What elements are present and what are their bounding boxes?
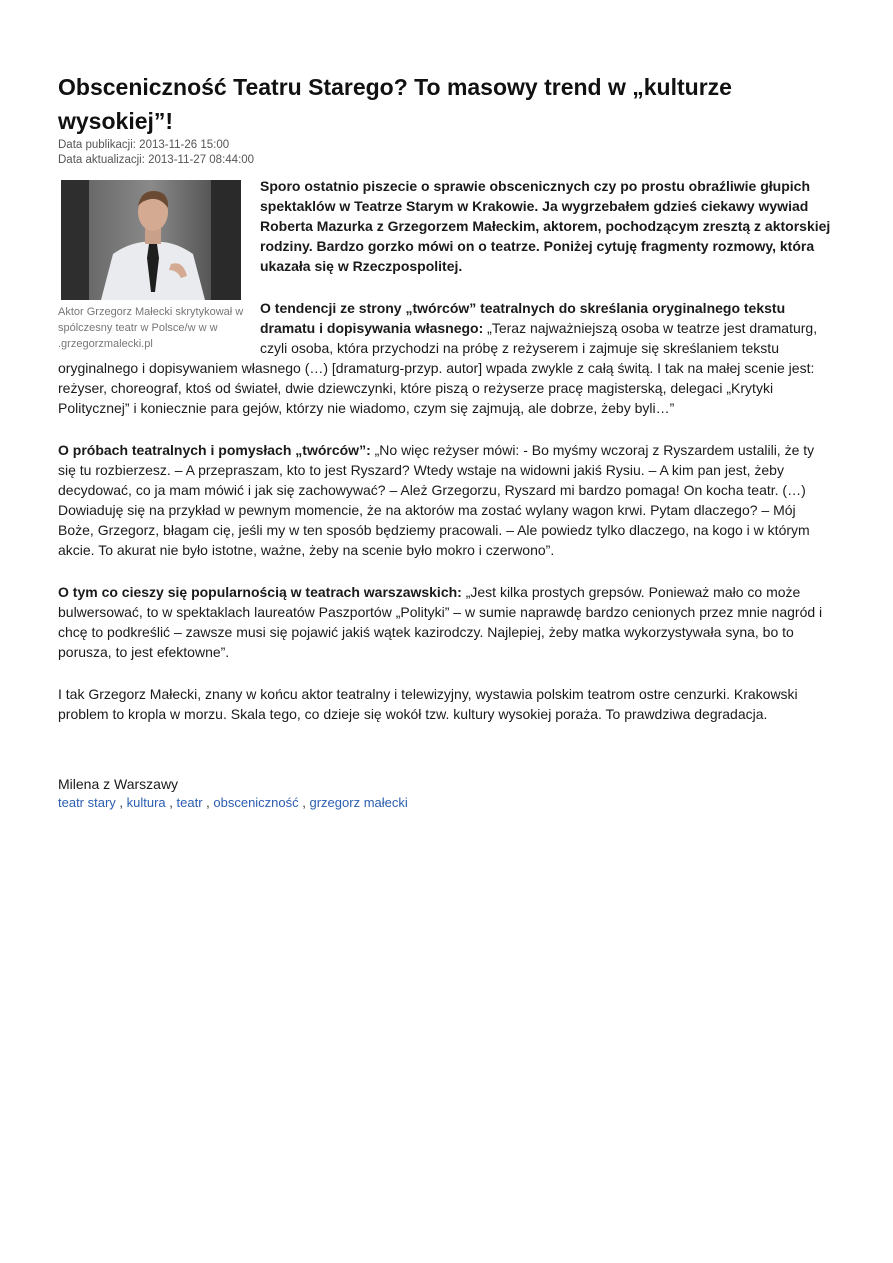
update-date: Data aktualizacji: 2013-11-27 08:44:00 xyxy=(58,154,255,166)
paragraph-2-heading: O próbach teatralnych i pomysłach „twórców”: xyxy=(58,442,371,458)
tag-link[interactable]: teatr xyxy=(176,795,203,810)
paragraph-4: I tak Grzegorz Małecki, znany w końcu aktor teatralny i telewizyjny, wystawia polskim teatrom ostre cenzurki. Krakowski problem to kropla w morzu. Skala tego, co dzieje się wokół tzw. kultury wysokiej poraża. To prawdziwa degradacja. xyxy=(58,686,798,722)
tag-link[interactable]: obsceniczność xyxy=(213,795,299,810)
author-signature: Milena z Warszawy xyxy=(58,776,179,792)
publish-date: Data publikacji: 2013-11-26 15:00 xyxy=(58,139,230,151)
paragraph-1-text: „Teraz najważniejszą osoba w teatrze jest dramaturg, czyli osoba, która przychodzi na próbę z reżyserem i zajmuje się skreślaniem tekstu oryginalnego i dopisywaniem własnego (…) [dramaturg-przyp. autor] wpada zwykle z całą świtą. I tak na małej scenie jest: reżyser, choreograf, ktoś od świateł, dwie dziewczynki, które piszą o reżyserze pracę magisterską, delegaci „Krytyki Politycznej” i koniecznie para gejów, którzy nie wiadomo, czym się zajmują, ale dobrze, żeby byli…” xyxy=(58,320,818,416)
actor-photo xyxy=(61,180,241,300)
paragraph-3-text: „Jest kilka prostych grepsów. Ponieważ mało co może bulwersować, to w spektaklach laureatów Paszportów „Polityki” – w sumie naprawdę bardzo cenionych przez mnie nagród i chcę to podkreślić – zawsze musi się pojawić jakiś wątek kazirodczy. Najlepiej, żeby matka wykorzystywała syna, bo to porusza, to jest efektowne”. xyxy=(58,584,823,660)
article-figure xyxy=(58,180,254,352)
tag-list: teatr stary , kultura , teatr , obsceniczność , grzegorz małecki xyxy=(58,795,408,810)
paragraph-3-heading: O tym co cieszy się popularnością w teatrach warszawskich: xyxy=(58,584,462,600)
paragraph-1-heading: O tendencji ze strony „twórców” teatralnych do skreślania oryginalnego tekstu dramatu i dopisywania własnego: xyxy=(260,300,786,336)
tag-link[interactable]: teatr stary xyxy=(58,795,116,810)
article-title: Obsceniczność Teatru Starego? To masowy trend w „kulturze wysokiej”! xyxy=(58,74,732,134)
photo-caption: Aktor Grzegorz Małecki skrytykował w spólczesny teatr w Polsce/w w w .grzegorzmalecki.pl xyxy=(58,306,244,350)
article xyxy=(58,70,834,812)
tag-link[interactable]: grzegorz małecki xyxy=(309,795,408,810)
article-lead: Sporo ostatnio piszecie o sprawie obscenicznych czy po prostu obraźliwie głupich spektaklów w Teatrze Starym w Krakowie. Ja wygrzebałem gdzieś ciekawy wywiad Roberta Mazurka z Grzegorzem Małeckim, aktorem, pochodzącym zresztą z aktorskiej rodziny. Bardzo gorzko mówi on o teatrze. Poniżej cytuję fragmenty rozmowy, która ukazała się w Rzeczpospolitej. xyxy=(260,178,831,274)
paragraph-2-text: „No więc reżyser mówi: - Bo myśmy wczoraj z Ryszardem ustalili, że ty się tu rozbierzesz. – A przepraszam, kto to jest Ryszard? Wtedy wstaje na widowni jakiś Rysiu. – A kim pan jest, żeby decydować, co ja mam mówić i jak się zachowywać? – Ależ Grzegorzu, Ryszard mi bardzo pomaga! On kocha teatr. (…) Dowiaduję się na przykład w pewnym momencie, że na aktorów ma zostać wylany wagon krwi. Pytam dlaczego? – Mój Boże, Grzegorz, błagam cię, jeśli my w ten sposób będziemy pracowali. – Ale powiedz tylko dlaczego, na kogo i w którym akcie. To akurat nie było istotne, ważne, żeby na scenie było mokro i czerwono”. xyxy=(58,442,815,558)
paragraph-3 xyxy=(58,582,834,662)
tag-link[interactable]: kultura xyxy=(126,795,166,810)
paragraph-2 xyxy=(58,440,834,560)
